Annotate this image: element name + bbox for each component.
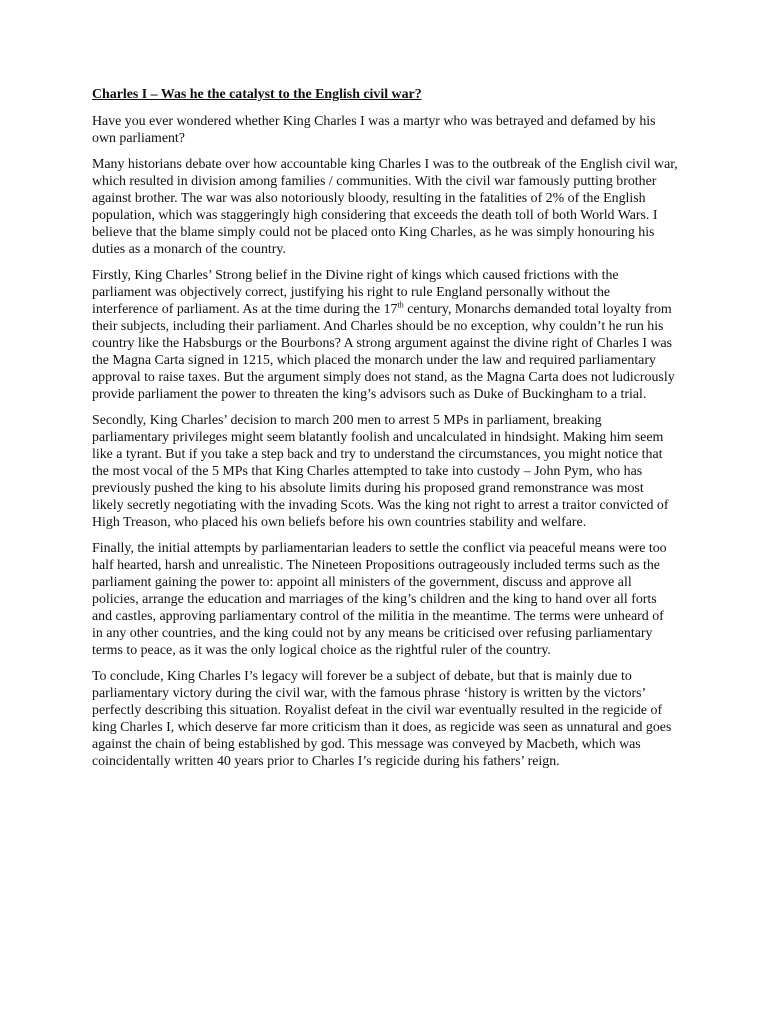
paragraph-divine-right-part-a: Firstly, King Charles’ Strong belief in the Divine right of kings which caused frictions with the parliament was objectively correct, justifying his right to rule England personally without the interference of parliament. As at the time during the 17 — [92, 268, 619, 317]
ordinal-superscript: th — [397, 300, 404, 310]
paragraph-conclusion: To conclude, King Charles I’s legacy will forever be a subject of debate, but that is mainly due to parliamentary victory during the civil war, with the famous phrase ‘history is written by the victors’ perfectly describing this situation. Royalist defeat in the civil war eventually resulted in the regicide of king Charles I, which deserve far more criticism than it does, as regicide was seen as unnatural and goes against the chain of being established by god. This message was conveyed by Macbeth, which was coincidentally written 40 years prior to Charles I’s regicide during his fathers’ reign. — [92, 669, 672, 769]
document-title: Charles I – Was he the catalyst to the English civil war? — [92, 87, 422, 102]
paragraph-five-mps: Secondly, King Charles’ decision to march 200 men to arrest 5 MPs in parliament, breaking parliamentary privileges might seem blatantly foolish and uncalculated in hindsight. Making him seem like a tyrant. But if you take a step back and try to understand the circumstances, you might notice that the most vocal of the 5 MPs that King Charles attempted to take into custody – John Pym, who has previously pushed the king to his absolute limits during his proposed grand remonstrance was most likely secretly negotiating with the invading Scots. Was the king not right to arrest a traitor convicted of High Treason, who placed his own beliefs before his own countries stability and welfare. — [92, 413, 669, 530]
intro-paragraph: Have you ever wondered whether King Charles I was a martyr who was betrayed and defamed by his own parliament? — [92, 114, 656, 146]
paragraph-divine-right-part-b: century, Monarchs demanded total loyalty from their subjects, including their parliament. And Charles should be no exception, why couldn’t he run his country like the Habsburgs or the Bourbons? A strong argument against the divine right of Charles I was the Magna Carta signed in 1215, which placed the monarch under the law and required parliamentary approval to raise taxes. But the argument simply does not stand, as the Magna Carta does not ludicrously provide parliament the power to threaten the king’s advisors such as Duke of Buckingham to a trial. — [92, 302, 675, 402]
paragraph-background: Many historians debate over how accountable king Charles I was to the outbreak of the English civil war, which resulted in division among families / communities. With the civil war famously putting brother against brother. The war was also notoriously bloody, resulting in the fatalities of 2% of the English population, which was staggeringly high considering that exceeds the death toll of both World Wars. I believe that the blame simply could not be placed onto King Charles, as he was simply honouring his duties as a monarch of the country. — [92, 157, 678, 257]
paragraph-nineteen-propositions: Finally, the initial attempts by parliamentarian leaders to settle the conflict via peaceful means were too half hearted, harsh and unrealistic. The Nineteen Propositions outrageously included terms such as the parliament gaining the power to: appoint all ministers of the government, discuss and approve all policies, arrange the education and marriages of the king’s children and the king to hand over all forts and castles, approving parliamentary control of the militia in the meantime. The terms were unheard of in any other countries, and the king could not by any means be criticised over refusing parliamentary terms to peace, as it was the only logical choice as the rightful ruler of the country. — [92, 541, 667, 658]
paragraph-divine-right — [92, 267, 678, 403]
document-page — [92, 86, 678, 779]
